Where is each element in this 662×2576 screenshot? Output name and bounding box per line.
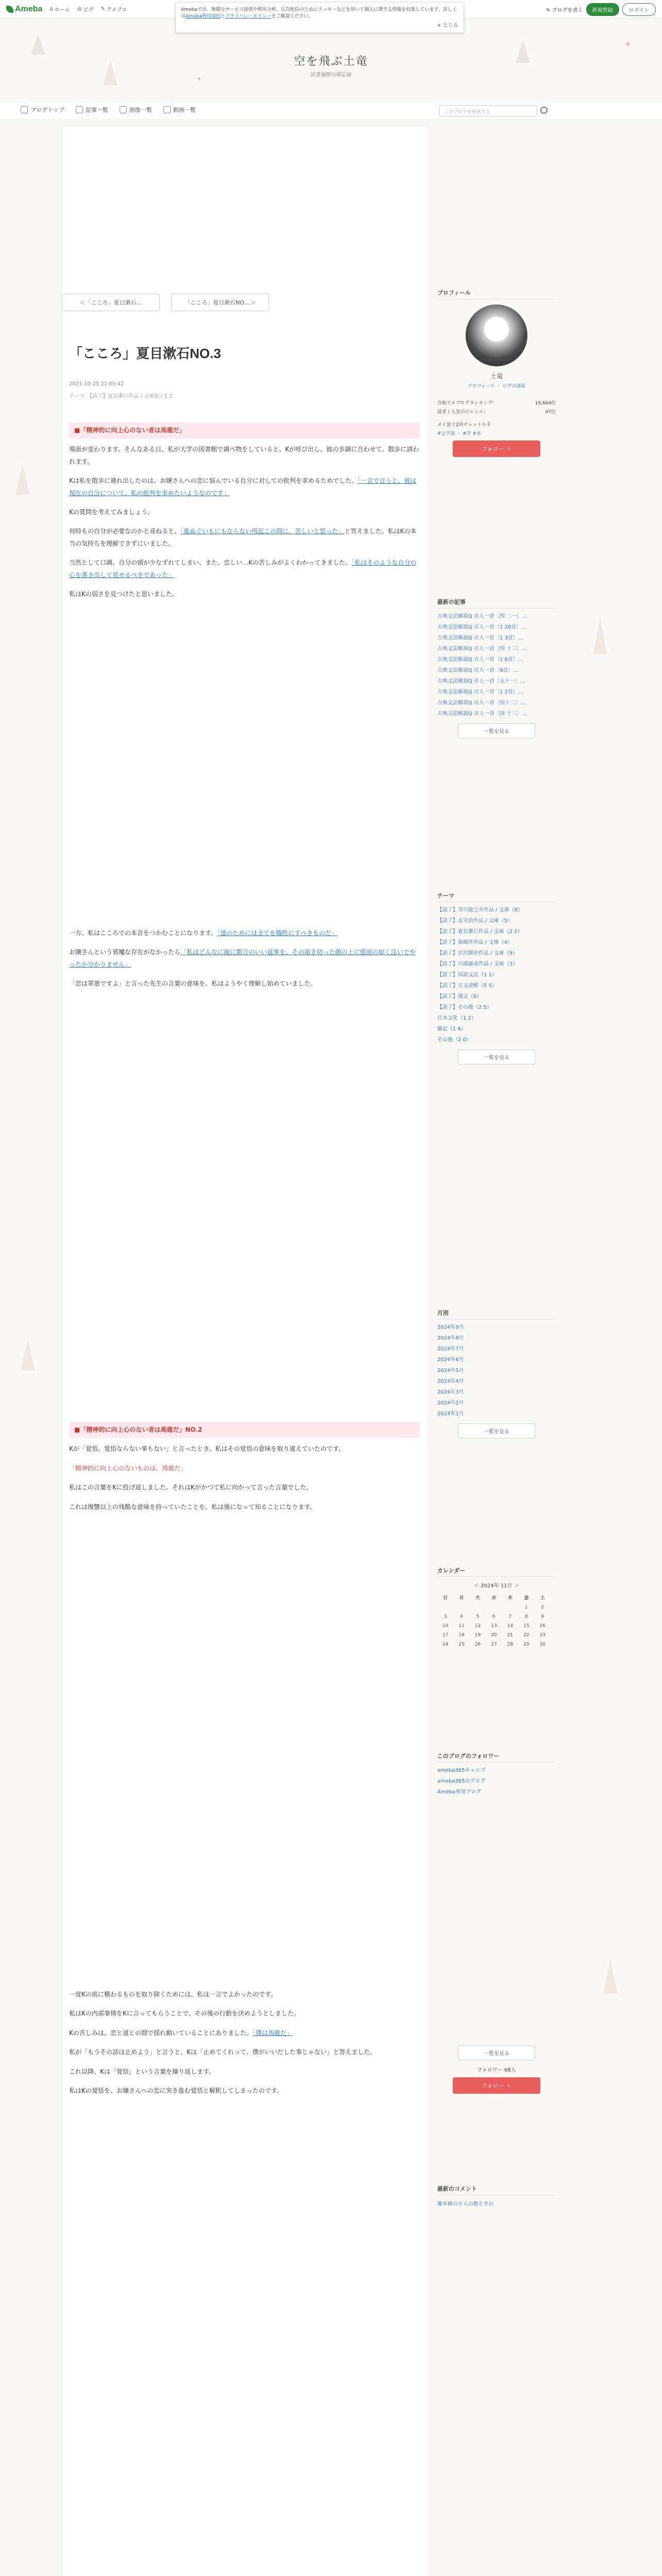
calendar-day: 23 xyxy=(539,1633,545,1638)
ameba-leaf-icon xyxy=(6,6,13,13)
ameba-logo-text: Ameba xyxy=(15,4,43,13)
calendar-weekday: 火 xyxy=(475,1596,481,1601)
recent-item[interactable]: 古典文法解説Q 百人一首〔1 3首〕… xyxy=(437,635,523,641)
image-icon xyxy=(120,106,127,113)
follower-count: フォロワー 68人 xyxy=(477,2067,516,2073)
theme-item[interactable]: 【読了】国語文法（1 1） xyxy=(437,972,497,978)
nav-image-list-label: 画像一覧 xyxy=(129,107,152,113)
top-right-actions xyxy=(546,3,656,16)
paragraph-text: 当然として口調、自分の頭が少なずれてしまい、また、恋しい…Kの苦しみがよくわかってきました。 xyxy=(69,559,352,567)
theme-item[interactable]: 【読了】川端康成作品 / 文庫（3） xyxy=(437,961,518,967)
profile-name[interactable]: 土竜 xyxy=(490,372,503,380)
archive-item[interactable]: 2024年3月 xyxy=(437,1389,464,1395)
sidebar-themes xyxy=(437,891,556,1070)
theme-item[interactable]: 【読了】漢文（6） xyxy=(437,994,482,999)
calendar-weekday: 日 xyxy=(443,1596,448,1601)
paragraph: 一度Kの前に横わるものを取り除くためには、私は一言でよかったのです。 xyxy=(69,1991,277,1998)
avatar[interactable] xyxy=(466,304,527,366)
login-button[interactable]: ログイン xyxy=(622,3,656,16)
ranking-row-1 xyxy=(437,399,556,406)
theme-item[interactable]: 【読了】その他（2 5） xyxy=(437,1005,492,1010)
top-nav-ameblo[interactable]: ✎ アメブロ xyxy=(101,6,127,13)
theme-item[interactable]: 日本文化（1 2） xyxy=(437,1015,476,1021)
follow-button[interactable]: フォロー ＋ xyxy=(453,440,540,457)
entry-date: 2021-10-25 21:09:42 xyxy=(69,381,124,387)
calendar-day xyxy=(486,1603,502,1612)
recent-item[interactable]: 古典文法解説Q 百人一首〔1 2首〕… xyxy=(437,689,523,695)
highlight-quote: 「精神的に向上心のないものは、馬鹿だ」 xyxy=(69,1464,187,1472)
calendar-day: 9 xyxy=(541,1614,544,1619)
calendar-day: 29 xyxy=(523,1642,529,1647)
paragraph-text: 何時もの自分が必要なのかと尋ねると、 xyxy=(69,528,181,535)
document-icon xyxy=(76,106,83,113)
sidebar-archive xyxy=(437,1309,556,1444)
calendar-weekday: 金 xyxy=(524,1596,529,1601)
stat-label: 自称アメブログランキング： xyxy=(437,401,498,406)
article-body-3 xyxy=(69,1422,420,1520)
highlight-quote: 「道のためには全てを犠牲にすべきものだ」 xyxy=(217,929,338,937)
calendar-day: 14 xyxy=(507,1623,514,1629)
archive-item[interactable]: 2024年8月 xyxy=(437,1335,464,1341)
archive-item[interactable]: 2024年7月 xyxy=(437,1346,464,1352)
article-body-4 xyxy=(69,1989,420,2104)
highlight-quote: 「一言で言うと、彼は現在の自分について、私の批判を求めたいようなのです」 xyxy=(69,477,417,497)
calendar-day: 12 xyxy=(474,1623,481,1629)
prev-entry-button[interactable]: ＜「こころ」夏目漱石… xyxy=(62,294,160,311)
recent-list xyxy=(437,613,556,718)
paragraph-text: Kは私を散歩に連れ出したのは、お嬢さんへの恋に悩んでいる自分に対しての批判を求めるためでした。 xyxy=(69,477,358,485)
blog-search-input[interactable]: このブログを検索する xyxy=(439,105,537,116)
recent-item[interactable]: 古典文法解説Q 百人一首〔1 26首〕… xyxy=(437,624,527,630)
calendar-day: 20 xyxy=(491,1633,497,1638)
paragraph xyxy=(69,526,420,550)
paragraph-text: お嬢さんという邪魔な存在がなかったら xyxy=(69,948,181,956)
theme-more-button[interactable]: 一覧を見る xyxy=(458,1049,535,1064)
highlight-quote: 「僕は馬鹿だ」 xyxy=(252,2029,293,2037)
recent-item[interactable]: 古典文法解説Q 百人一首〔四 十三〕… xyxy=(437,711,527,717)
ameba-topbar xyxy=(0,0,662,28)
theme-item[interactable]: 【読了】古文読解（5 5） xyxy=(437,983,497,989)
ameba-logo[interactable] xyxy=(6,5,42,14)
calendar-day: 4 xyxy=(460,1614,463,1619)
archive-heading: 月別 xyxy=(437,1309,556,1319)
calendar-day: 21 xyxy=(507,1633,514,1638)
archive-list xyxy=(437,1324,556,1418)
calendar-day: 26 xyxy=(474,1642,481,1647)
tree-decoration-icon xyxy=(593,618,607,654)
archive-item[interactable]: 2024年2月 xyxy=(437,1400,464,1406)
highlight-quote: 「私はそのような自分の心を書き出して見せるべきであった」 xyxy=(69,559,417,579)
search-icon[interactable] xyxy=(540,107,548,114)
paragraph: これは復讐以上の残酷な意味を持っていたことを、私は後になって知ることになります。 xyxy=(69,1503,317,1511)
recent-item[interactable]: 古典文法解説Q 百人一首〔四十二〕… xyxy=(437,700,526,706)
cookie-notice xyxy=(175,2,464,33)
home-icon xyxy=(21,106,28,113)
calendar-day: 24 xyxy=(442,1642,449,1647)
sidebar-followers xyxy=(437,1752,556,1799)
calendar-day: 19 xyxy=(474,1633,481,1638)
recent-heading: 最新の記事 xyxy=(437,598,556,608)
archive-item[interactable]: 2024年4月 xyxy=(437,1379,464,1384)
sidebar-comments xyxy=(437,2184,556,2207)
archive-item[interactable]: 2024年9月 xyxy=(437,1325,464,1330)
nav-image-list[interactable] xyxy=(120,106,152,114)
archive-item[interactable]: 2024年5月 xyxy=(437,1368,464,1374)
archive-more-button[interactable]: 一覧を見る xyxy=(458,1423,535,1438)
calendar-day: 22 xyxy=(523,1633,529,1638)
calendar-day: 28 xyxy=(507,1642,514,1647)
calendar-day: 11 xyxy=(458,1623,465,1629)
nav-entry-list[interactable] xyxy=(76,106,108,114)
follower-item[interactable]: Ameba専用ブログ xyxy=(437,1789,482,1795)
calendar-day: 7 xyxy=(508,1614,512,1619)
theme-item[interactable]: 【読了】宮沢賢治作品 / 文庫（9） xyxy=(437,951,518,956)
calendar-day: 30 xyxy=(539,1642,545,1647)
calendar-day: 15 xyxy=(523,1623,529,1629)
calendar-day: 1 xyxy=(524,1605,528,1610)
entry-theme[interactable]: テーマ：【読了】夏目漱石作品 / 文庫版 / 2 2 xyxy=(69,394,173,399)
calendar-day: 3 xyxy=(443,1614,447,1619)
nav-video-list-label: 動画一覧 xyxy=(173,107,196,113)
calendar-day xyxy=(502,1603,518,1612)
nav-entry-list-label: 記事一覧 xyxy=(85,107,108,113)
notice-text-1: Amebaでは、無償なサービス提供や利用分析、広告配信のためにクッキーなどを用いて個人に関する情報を収集しています。 xyxy=(181,7,443,12)
theme-heading: テーマ xyxy=(437,891,556,902)
followers-list xyxy=(437,1767,556,1797)
paragraph xyxy=(69,2027,420,2039)
paragraph: 私はKの内部事情をKに言ってもらうことで、その後の行動を決めようとしました。 xyxy=(69,2010,300,2018)
theme-item[interactable]: 【読了】芥川龍之介作品 / 文庫（8） xyxy=(437,907,523,913)
profile-heading: プロフィール xyxy=(437,289,556,299)
follow-button-2[interactable]: フォロー ＋ xyxy=(453,2077,540,2094)
paragraph: 「恋は罪悪ですよ」と言った先生の言葉の意味を、私はようやく理解し始めていました。 xyxy=(69,980,317,988)
calendar-day: 10 xyxy=(442,1623,449,1629)
notice-close-button[interactable]: × とじる xyxy=(437,22,458,28)
follower-item[interactable]: ameba365のブログ xyxy=(437,1778,486,1784)
paragraph-text: と答えました。私はKの本当の気持ちを理解できずにいました。 xyxy=(69,528,417,547)
top-nav-home-label: ホーム xyxy=(54,7,70,13)
sidebar-calendar xyxy=(437,1566,556,1649)
theme-item[interactable]: 【読了】太宰治作品 / 文庫（5） xyxy=(437,918,513,924)
calendar-day xyxy=(453,1603,469,1612)
paragraph: Kが「覚悟、覚悟ならない事もない」と言ったとき、私はその覚悟の意味を取り違えていたのです。 xyxy=(69,1445,345,1453)
terms-link[interactable]: Ameba利用規約 xyxy=(186,14,221,20)
calendar-day: 6 xyxy=(492,1614,495,1619)
calendar-weekday: 月 xyxy=(459,1596,464,1601)
top-nav xyxy=(49,5,127,13)
tree-decoration-icon xyxy=(21,1340,35,1370)
calendar-table xyxy=(437,1592,551,1649)
comment-heading: 最新のコメント xyxy=(437,2184,556,2195)
follower-item[interactable]: ameba365キャンプ xyxy=(437,1768,486,1773)
recent-item[interactable]: 古典文法解説Q 百人一首〔五十一〕… xyxy=(437,679,526,684)
entry-pager xyxy=(62,294,269,311)
blog-title[interactable]: 空を飛ぶ土竜 xyxy=(293,55,368,68)
paragraph: 私が「もうその話は止めよう」と言うと、Kは「止めてくれって、僕がいいだした事じゃない」と答えました。 xyxy=(69,2048,376,2056)
sidebar-recent xyxy=(437,598,556,743)
top-nav-pigg[interactable]: ◎ ピグ xyxy=(77,6,94,13)
archive-item[interactable]: 2024年6月 xyxy=(437,1357,464,1363)
notice-text-2: 詳しくは xyxy=(181,7,457,20)
calendar-day: 2 xyxy=(541,1605,544,1610)
paragraph xyxy=(69,1463,420,1475)
followers-heading: このブログのフォロワー xyxy=(437,1752,556,1762)
calendar-day: 27 xyxy=(491,1642,497,1647)
calendar-day: 13 xyxy=(491,1623,497,1629)
recent-item[interactable]: 古典文法解説Q 百人一首〔9首〕… xyxy=(437,668,519,673)
entry-title[interactable]: 「こころ」夏目漱石NO.3 xyxy=(69,346,221,361)
paragraph: Kの質問を考えてみましょう。 xyxy=(69,508,154,516)
paragraph xyxy=(69,946,420,971)
calendar-weekday: 土 xyxy=(540,1596,545,1601)
article-body xyxy=(69,422,420,607)
tree-decoration-icon xyxy=(15,464,30,495)
calendar-day: 25 xyxy=(458,1642,465,1647)
paragraph: 私はKの覚悟を、お嬢さんへの恋に突き進む覚悟と解釈してしまったのです。 xyxy=(69,2087,283,2094)
recent-item[interactable]: 古典文法解説Q 百人一首〔四 二一〕… xyxy=(437,614,527,619)
recent-more-button[interactable]: 一覧を見る xyxy=(458,723,535,738)
highlight-quote: 「私はどんなに彼に都合のいい返事を、その渇き切った顔の上に慈雨の如く注いでやったか分かりません」 xyxy=(69,948,416,968)
calendar-day: 17 xyxy=(442,1633,449,1638)
signup-button[interactable]: 新規登録 xyxy=(586,3,619,16)
article-body-2 xyxy=(69,927,420,997)
section-heading: ■「精神的に向上心のない者は馬鹿だ」 xyxy=(69,422,420,438)
star-decoration-icon: ✦ xyxy=(624,39,632,50)
calendar-weekday: 水 xyxy=(491,1596,496,1601)
comment-item[interactable]: 雑木林の小人の数とそれ xyxy=(437,2201,494,2207)
blog-write-label: ブログを書く xyxy=(552,8,583,13)
nav-video-list[interactable] xyxy=(163,106,196,114)
tree-decoration-icon xyxy=(603,1958,618,1994)
top-nav-home[interactable]: ⌂ ホーム xyxy=(49,6,70,13)
stat-label: 読者 / 人気のジャンル： xyxy=(437,410,488,415)
paragraph xyxy=(69,475,420,499)
nav-blog-top-label: ブログトップ xyxy=(30,107,64,113)
calendar-weekday: 木 xyxy=(507,1596,512,1601)
calendar-month[interactable]: ＜ 2024年 11月 ＞ xyxy=(474,1583,519,1589)
hashtag-links[interactable]: #文学部 ・ #学 #本 xyxy=(437,431,482,436)
paragraph-text: 一方、私はこころでの本音をつかむことになります。 xyxy=(69,929,217,937)
profile-links[interactable]: プロフィール ・ ピグの部屋 xyxy=(467,384,526,389)
sidebar-follow-block xyxy=(437,2040,556,2098)
paragraph: 私はこの言葉をKに投げ返しました。それはKがかつて私に向かって言った言葉でした。 xyxy=(69,1484,312,1492)
theme-item[interactable]: 雑記（1 8） xyxy=(437,1026,466,1032)
paragraph xyxy=(69,927,420,939)
section-heading: ■「精神的に向上心のない者は馬鹿だ」NO.2 xyxy=(69,1422,420,1438)
calendar-heading: カレンダー xyxy=(437,1566,556,1577)
top-nav-pigg-label: ピグ xyxy=(83,7,94,13)
privacy-link[interactable]: プライバシーポリシー xyxy=(225,14,272,20)
profile-tags: メイ窓十2回チャット小手 xyxy=(437,422,491,428)
video-icon xyxy=(163,106,171,113)
followers-more-button[interactable]: 一覧を見る xyxy=(458,2045,535,2060)
notice-text-3: と xyxy=(220,14,225,20)
theme-item[interactable]: 【読了】夏目漱石作品 / 文庫（2 2） xyxy=(437,929,523,935)
theme-list xyxy=(437,906,556,1044)
theme-item[interactable]: その他（2 0） xyxy=(437,1037,471,1043)
recent-item[interactable]: 古典文法解説Q 百人一首〔四 十三〕… xyxy=(437,646,527,652)
blog-subtitle: 読書遍歴の備忘録 xyxy=(310,72,352,78)
global-nav xyxy=(0,101,662,120)
notice-text-4: をご確認ください。 xyxy=(271,14,313,20)
paragraph: 場面が変わります。そんなある日、私が大学の図書館で調べ物をしていると、Kが呼び出し、彼の歩調に合わせて、散歩に誘われます。 xyxy=(69,446,419,465)
stat-value: 19,664位 xyxy=(535,401,556,406)
highlight-quote: 「進ぬぐいもにもならない所迄この間に、苦しいと思った」 xyxy=(180,528,345,535)
star-decoration-icon: ✦ xyxy=(196,75,202,83)
calendar-day: 16 xyxy=(539,1623,545,1629)
stat-value: 47位 xyxy=(545,410,556,415)
calendar-day xyxy=(437,1603,453,1612)
calendar-day xyxy=(470,1603,486,1612)
calendar-day: 8 xyxy=(524,1614,528,1619)
paragraph-text: Kの苦しみは、恋と道との間で揺れ動いていることにありました。 xyxy=(69,2029,253,2037)
recent-item[interactable]: 古典文法解説Q 百人一首〔1 6首〕… xyxy=(437,657,523,663)
nav-blog-top[interactable] xyxy=(21,106,64,114)
next-entry-button[interactable]: 「こころ」夏目漱石NO…＞ xyxy=(171,294,269,311)
top-nav-ameblo-label: アメブロ xyxy=(106,7,127,13)
ranking-row-2 xyxy=(437,408,556,415)
sidebar-profile xyxy=(437,289,556,461)
tree-decoration-icon xyxy=(31,34,45,55)
paragraph: これ以降、Kは「覚悟」という言葉を繰り返します。 xyxy=(69,2067,215,2075)
paragraph xyxy=(69,557,420,581)
calendar-day: 5 xyxy=(476,1614,479,1619)
archive-item[interactable]: 2024年1月 xyxy=(437,1411,464,1417)
theme-item[interactable]: 【読了】森鴎外作品 / 文庫（4） xyxy=(437,940,513,945)
paragraph: 私はKの弱さを見つけたと思いました。 xyxy=(69,590,178,598)
blog-write-button[interactable]: ✎ ブログを書く xyxy=(545,8,583,13)
calendar-day: 18 xyxy=(458,1633,465,1638)
